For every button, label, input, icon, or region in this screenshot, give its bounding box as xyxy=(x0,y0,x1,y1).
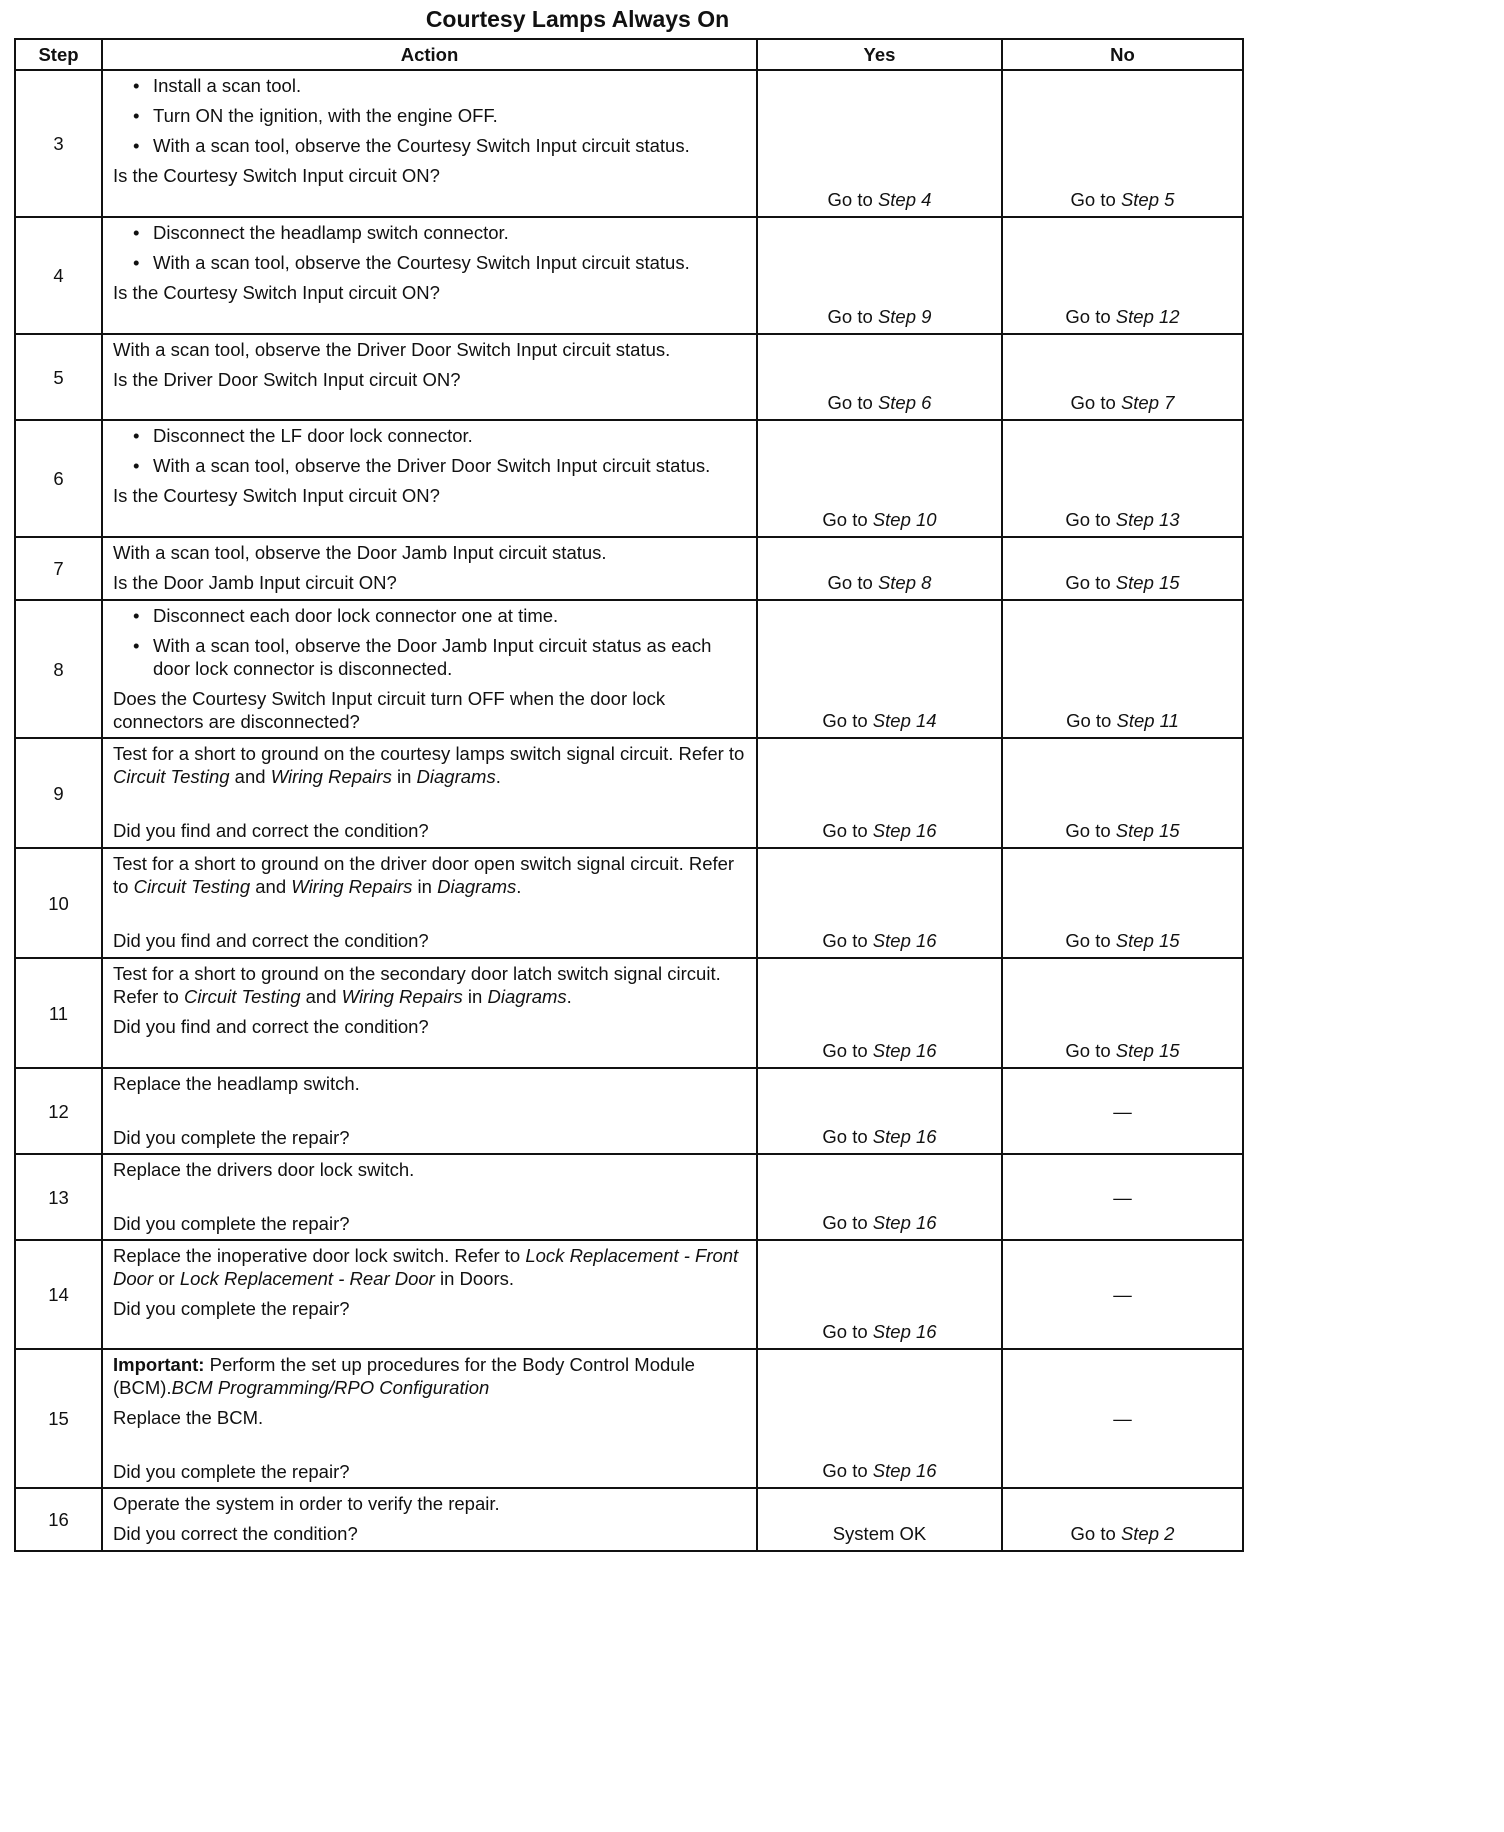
go-to-prefix: Go to xyxy=(827,306,878,327)
step-reference: Step 14 xyxy=(872,710,937,731)
question-text: Did you find and correct the condition? xyxy=(113,1016,429,1037)
step-number: 16 xyxy=(15,1488,102,1551)
step-reference: Step 16 xyxy=(872,1460,937,1481)
text-span: Test for a short to ground on the driver door open switch signal circuit. Refer to xyxy=(113,853,735,897)
reference-link: Wiring Repairs xyxy=(291,876,413,897)
step-number: 5 xyxy=(15,334,102,420)
table-row xyxy=(15,334,1243,420)
action-text: Replace the headlamp switch. xyxy=(113,1073,360,1094)
step-reference: Step 5 xyxy=(1120,189,1175,210)
yes-cell xyxy=(757,958,1002,1068)
question-text: Is the Courtesy Switch Input circuit ON? xyxy=(113,282,440,303)
step-number: 10 xyxy=(15,848,102,958)
table-row xyxy=(15,1488,1243,1551)
no-cell: — xyxy=(1002,1240,1243,1349)
step-reference: Step 12 xyxy=(1115,306,1180,327)
step-reference: Step 8 xyxy=(877,572,932,593)
go-to-prefix: Go to xyxy=(1066,710,1117,731)
go-to-prefix: Go to xyxy=(1070,1523,1121,1544)
table-row xyxy=(15,958,1243,1068)
step-reference: Step 7 xyxy=(1120,392,1175,413)
step-reference: Step 9 xyxy=(877,306,932,327)
header-row xyxy=(15,39,1243,70)
reference-link: Circuit Testing xyxy=(183,986,301,1007)
question-text: Did you complete the repair? xyxy=(113,1298,350,1319)
column-header-yes: Yes xyxy=(757,39,1002,70)
action-cell xyxy=(102,1488,757,1551)
step-reference: Step 16 xyxy=(872,820,937,841)
bullet-item: • With a scan tool, observe the Courtesy Switch Input circuit status. xyxy=(113,251,746,274)
step-reference: Step 16 xyxy=(872,1040,937,1061)
go-to-prefix: Go to xyxy=(822,1460,873,1481)
yes-cell xyxy=(757,1154,1002,1240)
table-row xyxy=(15,70,1243,217)
go-to-prefix: Go to xyxy=(822,509,873,530)
step-number: 8 xyxy=(15,600,102,738)
step-number: 13 xyxy=(15,1154,102,1240)
question-text: Did you complete the repair? xyxy=(113,1213,350,1234)
text-span: in Doors. xyxy=(434,1268,515,1289)
step-reference: Step 4 xyxy=(877,189,932,210)
no-cell xyxy=(1002,537,1243,600)
reference-link: Circuit Testing xyxy=(113,766,230,787)
action-cell xyxy=(102,1240,757,1349)
go-to-prefix: Go to xyxy=(822,710,873,731)
table-row xyxy=(15,537,1243,600)
action-cell xyxy=(102,1068,757,1154)
step-reference: Step 16 xyxy=(872,1212,937,1233)
action-text: Operate the system in order to verify the repair. xyxy=(113,1493,500,1514)
action-cell xyxy=(102,738,757,848)
question-text: Did you find and correct the condition? xyxy=(113,930,429,951)
yes-cell xyxy=(757,420,1002,537)
step-number: 6 xyxy=(15,420,102,537)
bullet-item: • With a scan tool, observe the Courtesy Switch Input circuit status. xyxy=(113,134,746,157)
step-reference: Step 2 xyxy=(1120,1523,1175,1544)
yes-cell xyxy=(757,537,1002,600)
action-cell xyxy=(102,848,757,958)
action-cell xyxy=(102,70,757,217)
yes-cell: System OK xyxy=(757,1488,1002,1551)
question-text: Is the Door Jamb Input circuit ON? xyxy=(113,572,397,593)
step-number: 9 xyxy=(15,738,102,848)
step-number: 4 xyxy=(15,217,102,334)
step-number: 14 xyxy=(15,1240,102,1349)
text-span: Perform the set up procedures for the Body Control Module (BCM). xyxy=(113,1354,695,1398)
question-text: Did you correct the condition? xyxy=(113,1523,358,1544)
action-text xyxy=(113,962,746,1008)
go-to-prefix: Go to xyxy=(822,1321,873,1342)
text-span: Replace the inoperative door lock switch. Refer to xyxy=(113,1245,526,1266)
go-to-prefix: Go to xyxy=(827,392,878,413)
bullet-item: • Disconnect the LF door lock connector. xyxy=(113,424,746,447)
table-row xyxy=(15,217,1243,334)
action-text xyxy=(113,852,746,898)
yes-cell xyxy=(757,217,1002,334)
bullet-item: • Install a scan tool. xyxy=(113,74,746,97)
go-to-prefix: Go to xyxy=(1065,930,1116,951)
reference-link: BCM Programming/RPO Configuration xyxy=(171,1377,490,1398)
bullet-item: • Disconnect the headlamp switch connector. xyxy=(113,221,746,244)
table-row xyxy=(15,1349,1243,1488)
go-to-prefix: Go to xyxy=(1065,509,1116,530)
column-header-action: Action xyxy=(102,39,757,70)
step-reference: Step 15 xyxy=(1115,1040,1180,1061)
important-note xyxy=(113,1353,746,1399)
yes-cell xyxy=(757,600,1002,738)
page-title: Courtesy Lamps Always On xyxy=(425,6,730,32)
go-to-prefix: Go to xyxy=(1065,306,1116,327)
question-text: Is the Driver Door Switch Input circuit ON? xyxy=(113,369,461,390)
step-reference: Step 10 xyxy=(872,509,937,530)
text-span: or xyxy=(153,1268,180,1289)
step-reference: Step 16 xyxy=(872,1126,937,1147)
go-to-prefix: Go to xyxy=(822,1212,873,1233)
no-cell xyxy=(1002,70,1243,217)
go-to-prefix: Go to xyxy=(1070,392,1121,413)
go-to-prefix: Go to xyxy=(822,930,873,951)
bullet-item: • With a scan tool, observe the Driver Door Switch Input circuit status. xyxy=(113,454,746,477)
action-text: Replace the BCM. xyxy=(113,1407,264,1428)
bullet-item: • With a scan tool, observe the Door Jamb Input circuit status as each door lock connector is disconnected. xyxy=(113,634,746,680)
step-number: 12 xyxy=(15,1068,102,1154)
no-cell xyxy=(1002,958,1243,1068)
question-text: Did you complete the repair? xyxy=(113,1127,350,1148)
yes-cell xyxy=(757,70,1002,217)
yes-cell xyxy=(757,1240,1002,1349)
yes-cell xyxy=(757,1068,1002,1154)
action-text: With a scan tool, observe the Door Jamb Input circuit status. xyxy=(113,542,607,563)
important-label: Important: xyxy=(113,1354,205,1375)
question-text: Is the Courtesy Switch Input circuit ON? xyxy=(113,165,440,186)
text-span: and xyxy=(250,876,292,897)
step-reference: Step 16 xyxy=(872,930,937,951)
no-cell: — xyxy=(1002,1349,1243,1488)
column-header-step: Step xyxy=(15,39,102,70)
table-row xyxy=(15,600,1243,738)
go-to-prefix: Go to xyxy=(1065,572,1116,593)
step-reference: Step 16 xyxy=(872,1321,937,1342)
step-reference: Step 15 xyxy=(1115,930,1180,951)
reference-link: Wiring Repairs xyxy=(341,986,463,1007)
action-cell xyxy=(102,1154,757,1240)
step-reference: Step 15 xyxy=(1115,820,1180,841)
table-row xyxy=(15,1068,1243,1154)
action-text: With a scan tool, observe the Driver Door Switch Input circuit status. xyxy=(113,339,671,360)
step-number: 7 xyxy=(15,537,102,600)
reference-link: Diagrams xyxy=(437,876,517,897)
no-cell xyxy=(1002,334,1243,420)
table-row xyxy=(15,420,1243,537)
action-cell xyxy=(102,958,757,1068)
question-text: Is the Courtesy Switch Input circuit ON? xyxy=(113,485,440,506)
no-cell xyxy=(1002,420,1243,537)
question-text: Does the Courtesy Switch Input circuit turn OFF when the door lock connectors are disconnected? xyxy=(113,688,666,732)
reference-link: Lock Replacement - Front Door xyxy=(113,1245,739,1289)
step-reference: Step 15 xyxy=(1115,572,1180,593)
step-reference: Step 6 xyxy=(877,392,932,413)
reference-link: Diagrams xyxy=(416,766,496,787)
table-row xyxy=(15,1154,1243,1240)
action-text xyxy=(113,1244,746,1290)
go-to-prefix: Go to xyxy=(1065,820,1116,841)
table-row xyxy=(15,738,1243,848)
action-cell xyxy=(102,217,757,334)
yes-cell xyxy=(757,1349,1002,1488)
go-to-prefix: Go to xyxy=(822,1040,873,1061)
step-reference: Step 13 xyxy=(1115,509,1180,530)
yes-cell xyxy=(757,848,1002,958)
action-cell xyxy=(102,334,757,420)
no-cell xyxy=(1002,848,1243,958)
text-span: . xyxy=(495,766,501,787)
step-number: 15 xyxy=(15,1349,102,1488)
action-cell xyxy=(102,420,757,537)
question-text: Did you find and correct the condition? xyxy=(113,820,429,841)
go-to-prefix: Go to xyxy=(827,189,878,210)
bullet-item: • Turn ON the ignition, with the engine OFF. xyxy=(113,104,746,127)
text-span: in xyxy=(412,876,438,897)
no-cell xyxy=(1002,738,1243,848)
text-span: and xyxy=(300,986,342,1007)
action-cell xyxy=(102,537,757,600)
go-to-prefix: Go to xyxy=(1065,1040,1116,1061)
bullet-item: • Disconnect each door lock connector one at time. xyxy=(113,604,746,627)
column-header-no: No xyxy=(1002,39,1243,70)
no-cell: — xyxy=(1002,1068,1243,1154)
text-span: in xyxy=(391,766,417,787)
go-to-prefix: Go to xyxy=(822,1126,873,1147)
go-to-prefix: Go to xyxy=(827,572,878,593)
step-reference: Step 11 xyxy=(1116,710,1179,731)
step-number: 3 xyxy=(15,70,102,217)
text-span: . xyxy=(516,876,522,897)
table-row xyxy=(15,1240,1243,1349)
step-number: 11 xyxy=(15,958,102,1068)
go-to-prefix: Go to xyxy=(822,820,873,841)
reference-link: Diagrams xyxy=(487,986,567,1007)
table-row xyxy=(15,848,1243,958)
no-cell xyxy=(1002,600,1243,738)
go-to-prefix: Go to xyxy=(1070,189,1121,210)
text-span: in xyxy=(462,986,488,1007)
action-cell xyxy=(102,1349,757,1488)
yes-cell xyxy=(757,738,1002,848)
yes-cell xyxy=(757,334,1002,420)
question-text: Did you complete the repair? xyxy=(113,1461,350,1482)
text-span: Test for a short to ground on the courtesy lamps switch signal circuit. Refer to xyxy=(113,743,745,764)
text-span: Test for a short to ground on the secondary door latch switch signal circuit. Refer to xyxy=(113,963,721,1007)
reference-link: Wiring Repairs xyxy=(270,766,392,787)
text-span: and xyxy=(229,766,271,787)
action-text xyxy=(113,742,746,788)
action-text: Replace the drivers door lock switch. xyxy=(113,1159,415,1180)
diagnostic-table xyxy=(14,38,1244,1552)
no-cell xyxy=(1002,1488,1243,1551)
no-cell xyxy=(1002,217,1243,334)
action-cell xyxy=(102,600,757,738)
reference-link: Circuit Testing xyxy=(133,876,251,897)
no-cell: — xyxy=(1002,1154,1243,1240)
text-span: . xyxy=(566,986,572,1007)
reference-link: Lock Replacement - Rear Door xyxy=(179,1268,435,1289)
